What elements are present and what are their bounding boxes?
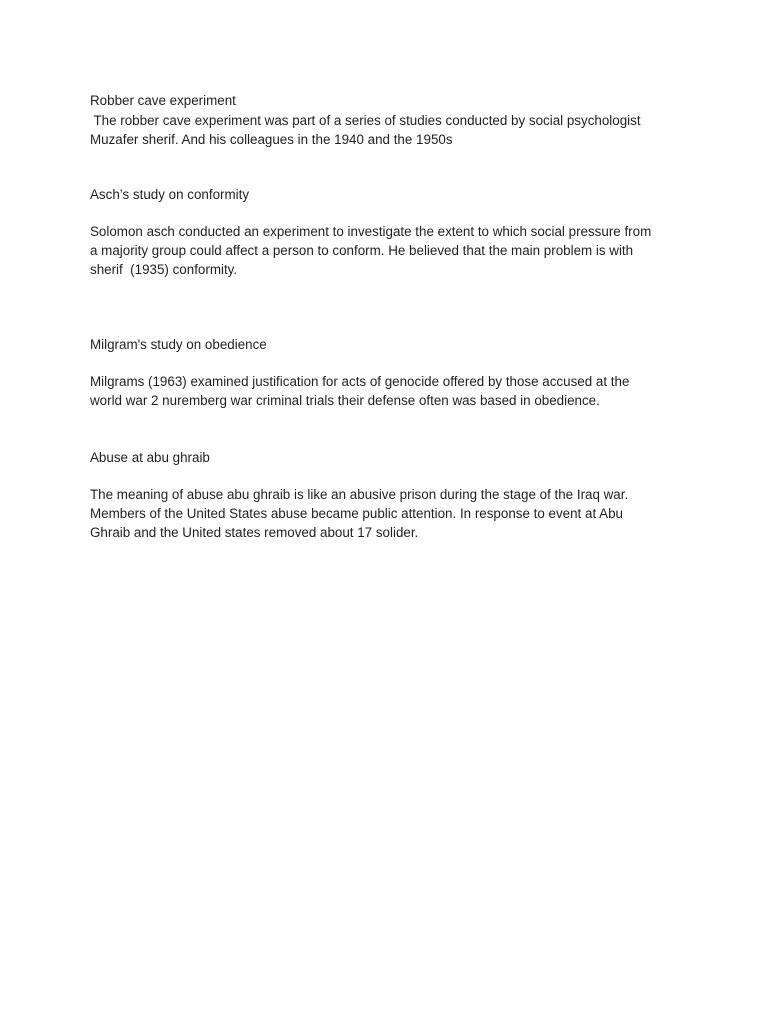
section-heading-asch: Asch’s study on conformity [90,187,250,202]
paragraph-line: Milgrams (1963) examined justification for acts of genocide offered by those accused at the [90,374,630,389]
section-heading-milgram: Milgram's study on obedience [90,337,267,352]
paragraph-line: Solomon asch conducted an experiment to investigate the extent to which social pressure from [90,224,652,239]
paragraph-line: Ghraib and the United states removed about 17 solider. [90,525,419,540]
section-heading-abu-ghraib: Abuse at abu ghraib [90,450,210,465]
paragraph-line: a majority group could affect a person to conform. He believed that the main problem is with [90,243,634,258]
paragraph-line: Members of the United States abuse became public attention. In response to event at Abu [90,506,623,521]
paragraph-line: world war 2 nuremberg war criminal trials their defense often was based in obedience. [90,393,600,408]
section-heading-robber-cave: Robber cave experiment [90,93,236,108]
paragraph-line: Muzafer sherif. And his colleagues in the 1940 and the 1950s [90,132,453,147]
paragraph-line: The robber cave experiment was part of a series of studies conducted by social psychologist [90,113,641,128]
paragraph-line: The meaning of abuse abu ghraib is like an abusive prison during the stage of the Iraq war. [90,487,629,502]
paragraph-line: sherif (1935) conformity. [90,262,238,277]
